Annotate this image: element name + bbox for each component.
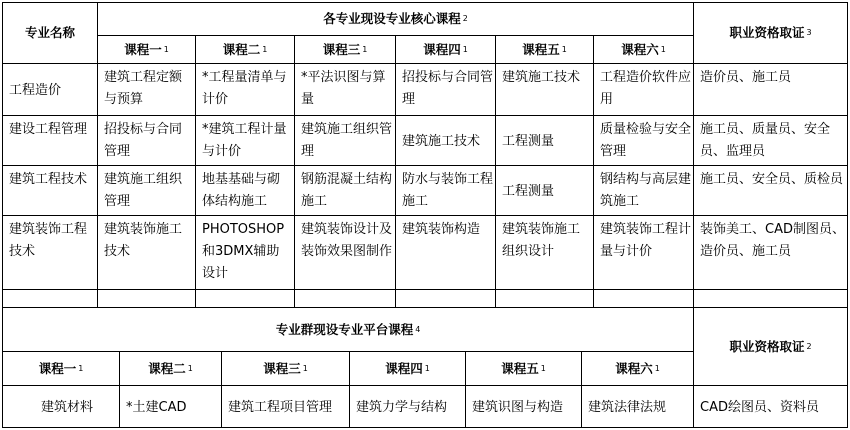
platform-courses-header: 专业群现设专业平台课程 4 (275, 321, 421, 337)
platform-course-header: 课程一 1 (38, 360, 84, 376)
course-cell: 建筑施工技术 (402, 134, 481, 149)
major-name-header: 专业名称 (24, 25, 75, 40)
border-line (2, 427, 848, 428)
course-header: 课程一 1 (124, 41, 169, 57)
cert-header: 职业资格取证 3 (729, 25, 812, 40)
cert-cell: 造价员、施工员 (700, 70, 792, 85)
border-line (2, 289, 848, 290)
course-cell: 建筑装饰施工组织设计 (502, 222, 581, 259)
course-cell: 建筑装饰施工技术 (104, 222, 183, 259)
platform-course-header: 课程五 1 (501, 360, 546, 376)
course-cell: *建筑工程计量与计价 (202, 122, 287, 159)
course-cell: 招投标与合同管理 (104, 122, 183, 159)
course-cell: 建筑装饰工程计量与计价 (600, 222, 692, 259)
course-cell: *工程量清单与计价 (202, 70, 287, 107)
course-cell: 工程测量 (502, 134, 555, 149)
curriculum-table (2, 2, 848, 428)
major-name-cell: 工程造价 (9, 83, 62, 98)
course-cell: 地基基础与砌体结构施工 (202, 172, 281, 209)
course-cell: *平法识图与算量 (301, 70, 386, 107)
major-name-cell: 建设工程管理 (9, 122, 88, 137)
course-cell: 钢筋混凝土结构施工 (301, 172, 393, 209)
cert-cell: 装饰美工、CAD制图员、造价员、施工员 (700, 222, 845, 259)
course-cell: 建筑装饰设计及装饰效果图制作 (301, 222, 393, 259)
platform-cert-header: 职业资格取证 2 (729, 338, 812, 354)
course-header: 课程四 1 (423, 41, 468, 57)
course-cell: 工程测量 (502, 184, 555, 199)
core-courses-header: 各专业现设专业核心课程 2 (323, 11, 468, 26)
course-cell: 防水与装饰工程施工 (402, 172, 494, 209)
course-cell: 招投标与合同管理 (402, 70, 494, 107)
platform-course-cell: 建筑力学与结构 (356, 400, 448, 415)
cert-cell: 施工员、安全员、质检员 (700, 172, 844, 187)
platform-course-header: 课程二 1 (148, 360, 193, 376)
platform-course-header: 课程六 1 (615, 360, 660, 376)
cert-cell: 施工员、质量员、安全员、监理员 (700, 122, 831, 159)
platform-course-cell: 建筑工程项目管理 (228, 400, 333, 415)
course-cell: 建筑工程定额与预算 (104, 70, 183, 107)
course-cell: 建筑施工组织管理 (301, 122, 393, 159)
platform-cert-cell: CAD绘图员、资料员 (700, 400, 819, 415)
course-cell: 工程造价软件应用 (600, 70, 692, 107)
course-cell: 建筑施工组织管理 (104, 172, 183, 209)
course-cell: 钢结构与高层建筑施工 (600, 172, 692, 209)
course-cell: 建筑装饰构造 (402, 222, 481, 237)
platform-course-cell: 建筑识图与构造 (472, 400, 564, 415)
major-name-cell: 建筑工程技术 (9, 172, 88, 187)
platform-course-cell: 建筑材料 (41, 400, 94, 415)
course-cell: PHOTOSHOP和3DMX辅助设计 (202, 222, 285, 281)
platform-course-cell: 建筑法律法规 (588, 400, 667, 415)
platform-course-header: 课程三 1 (263, 360, 308, 376)
course-header: 课程三 1 (322, 41, 368, 57)
platform-course-header: 课程四 1 (385, 360, 430, 376)
course-header: 课程二 1 (222, 41, 268, 57)
course-header: 课程六 1 (621, 41, 666, 57)
platform-course-cell: *土建CAD (126, 400, 187, 415)
course-header: 课程五 1 (522, 41, 567, 57)
course-cell: 质量检验与安全管理 (600, 122, 692, 159)
course-cell: 建筑施工技术 (502, 70, 581, 85)
major-name-cell: 建筑装饰工程技术 (9, 222, 88, 259)
